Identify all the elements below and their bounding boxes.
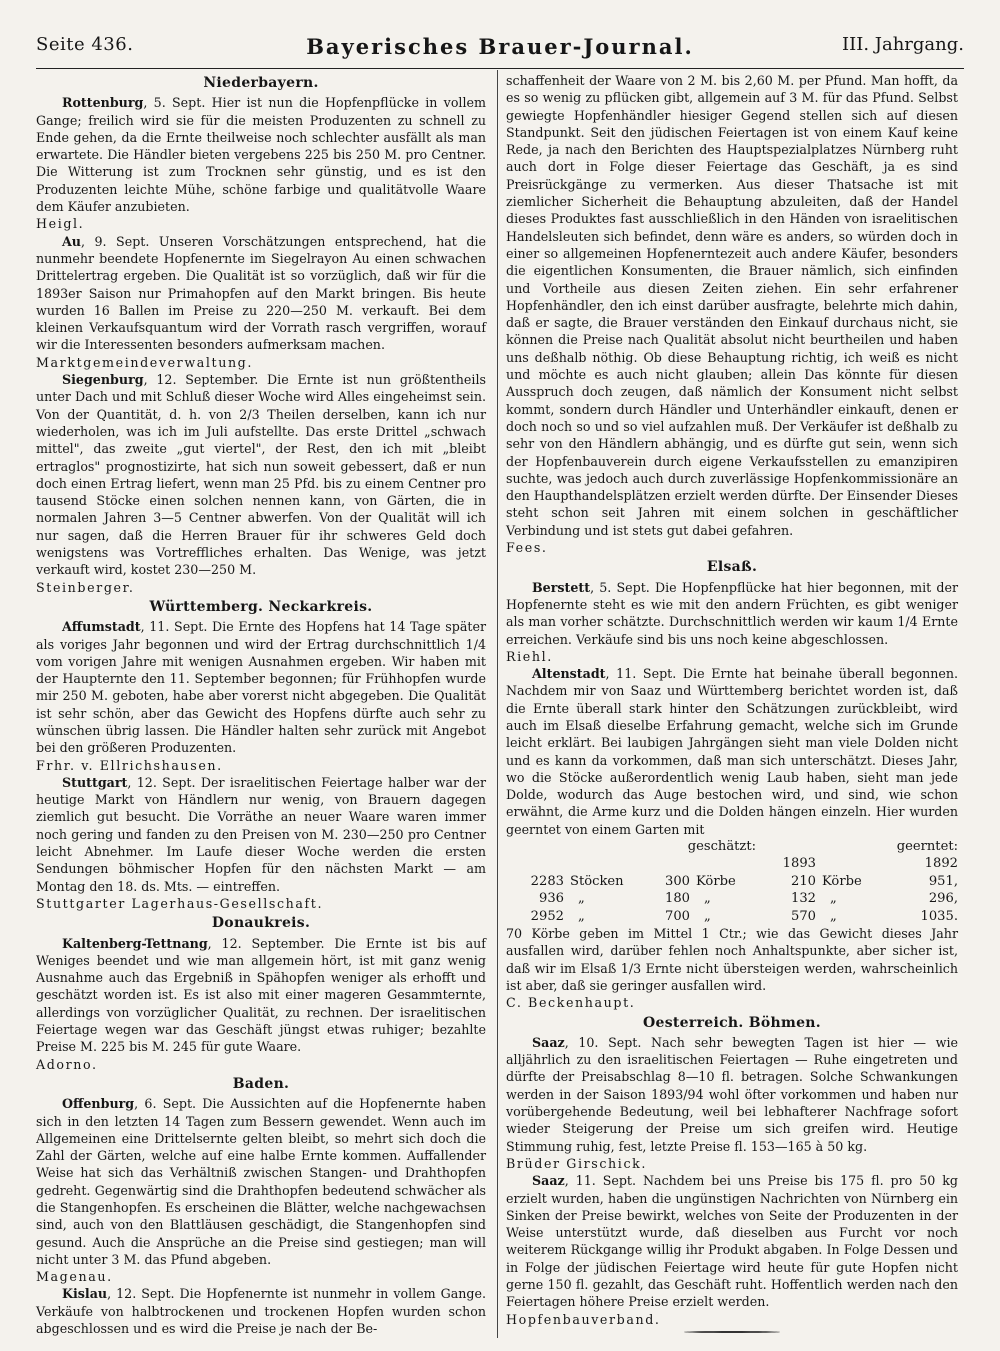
section-heading-wuerttemberg: Württemberg. Neckarkreis. xyxy=(149,598,373,615)
signature: Stuttgarter Lagerhaus-Gesellschaft. xyxy=(36,895,324,911)
report-place: Altenstadt xyxy=(532,666,606,682)
table-cell: 1035. xyxy=(920,908,958,924)
report-place: Berstett xyxy=(532,579,591,595)
table-header-estimated: geschätzt: xyxy=(687,839,756,855)
table-row xyxy=(506,908,958,925)
right-column xyxy=(506,72,958,1333)
section-heading-donaukreis: Donaukreis. xyxy=(211,915,311,932)
report-place: Siegenburg xyxy=(62,372,144,388)
report-text: , 5. Sept. Hier ist nun die Hopfenpflücke in vollem Gange; freilich wird sie für die meisten Produzenten zu schnell zu Ende gehen, da die Ernte theilweise noch schlechter ausfällt als man erwartete. Die Händler bieten vergebens 225 bis 250 M. pro Centner. Die Witterung ist zum Trocknen sehr günstig, und es ist den Produzenten leichte Mühe, schöne farbige und qualitätvolle Waare dem Käufer anzubieten. xyxy=(36,95,486,215)
report-text: , 12. Sept. Die Hopfenernte ist nunmehr in vollem Gange. Verkäufe von halbtrockenen und trockenen Hopfen wurden schon abgeschlossen und es wird die Preise je nach der Be- xyxy=(36,1286,486,1337)
table-cell: 570 xyxy=(791,908,816,924)
report-kislau-continued: schaffenheit der Waare von 2 M. bis 2,60 M. per Pfund. Man hofft, da es so wenig zu pflücken gibt, allgemein auf 3 M. für das Pfund. Selbst gewiegte Hopfenhändler hiesiger Gegend stellen sich auf diesen Standpunkt. Seit den jüdischen Feiertagen ist von einem Kauf keine Rede, ja nach den Berichten des Hauptspezialplatzes Nürnberg ruht auch dort in Folge dieser Feiertage das Geschäft, ja es sind Preisrückgänge zu vermerken. Aus dieser Thatsache ist mit ziemlicher Sicherheit die Behauptung abzuleiten, daß der Handel dieses Produktes fast ausschließlich in den Händen von israelitischen Handelsleuten sich befindet, denn wäre es anders, so würden doch in einer so allgemeinen Hopfenerntezeit auch andere Käufer, besonders die eigentlichen Konsumenten, die Brauer nämlich, sich einfinden und Vortheile aus diesen Zeiten ziehen. Ein sehr erfahrener Hopfenhändler, den ich einst darüber ausfragte, belehrte mich dahin, daß er sagte, die Brauer verständen den Einkauf durchaus nicht, sie können die Preise nach Qualität absolut nicht beurtheilen und haben uns deßhalb nöthig. Ob diese Behauptung richtig, ich weiß es nicht und möchte es auch nicht glauben; allein Das könnte für diesen Ausspruch doch zeugen, daß nämlich der Konsument nicht selbst kommt, sondern durch Händler und Unterhändler einkauft, denen er doch noch so und so viel aufzahlen muß. Der Verkäufer ist deßhalb zu sehr von den Händlern abhängig, und es dürfte gut sein, wenn sich der Hopfenbauverein durch eigene Verkaufsstellen zu emanzipiren suchte, was jedoch auch durch zuverlässige Hopfenkommissionäre an den Haupthandelsplätzen erzielt werden dürfte. Der Einsender Dieses steht schon seit Jahren mit einem solchen in geschäftlicher Verbindung und ist stets gut dabei gefahren. xyxy=(506,73,958,538)
report-place: Rottenburg xyxy=(62,95,144,111)
table-cell: „ xyxy=(704,908,711,924)
end-flourish xyxy=(684,1331,780,1333)
report-au xyxy=(36,233,486,354)
table-cell: Stöcken xyxy=(570,873,624,889)
table-cell: „ xyxy=(830,908,837,924)
header-rule xyxy=(36,68,964,69)
report-saaz-2 xyxy=(506,1172,958,1310)
table-row xyxy=(506,890,958,907)
table-row xyxy=(506,873,958,890)
column-divider xyxy=(497,70,498,1338)
section-heading-baden: Baden. xyxy=(232,1075,290,1092)
table-cell: 300 xyxy=(665,873,690,889)
table-cell: Körbe xyxy=(822,873,862,889)
table-cell: Körbe xyxy=(696,873,736,889)
signature: C. Beckenhaupt. xyxy=(506,995,636,1011)
table-cell: 936 xyxy=(539,891,564,907)
volume-year: III. Jahrgang. xyxy=(841,34,964,55)
report-place: Offenburg xyxy=(62,1096,135,1112)
table-cell: 296, xyxy=(928,891,958,907)
signature: Fees. xyxy=(506,540,548,556)
table-cell: 2283 xyxy=(530,873,564,889)
table-year: 1893 xyxy=(782,856,816,872)
section-heading-oesterreich: Oesterreich. Böhmen. xyxy=(643,1014,821,1031)
table-cell: „ xyxy=(578,891,585,907)
report-berstett xyxy=(506,579,958,648)
table-cell: 951, xyxy=(928,873,958,889)
report-altenstadt xyxy=(506,665,958,838)
signature: Adorno. xyxy=(36,1056,98,1072)
report-place: Affumstadt xyxy=(62,619,141,635)
report-text: , 11. Sept. Nachdem bei uns Preise bis 175 fl. pro 50 kg erzielt wurden, haben die ungünstigen Nachrichten von Nürnberg ein Sinken der Preise bewirkt, welches von Seite der Produzenten in der Weise unterstützt wurde, daß dieselben aus Furcht vor noch weiterem Rückgange willig ihr Produkt abgaben. In Folge Dessen und in Folge der jüdischen Feiertage wird heute für gute Hopfen nicht gerne 150 fl. gezahlt, das Geschäft ruht. Hoffentlich werden nach den Feiertagen höhere Preise erzielt werden. xyxy=(506,1173,958,1310)
report-text: , 5. Sept. Die Hopfenpflücke hat hier begonnen, mit der Hopfenernte steht es wie mit den andern Früchten, es gibt weniger als man vorher schätzte. Durchschnittlich werden wir kaum 1/4 Ernte erreichen. Verkäufe sind bis uns noch keine abgeschlossen. xyxy=(506,579,958,647)
report-stuttgart xyxy=(36,774,486,895)
table-cell: 2952 xyxy=(530,908,564,924)
journal-title: Bayerisches Brauer-Journal. xyxy=(306,34,694,59)
report-place: Kaltenberg-Tettnang xyxy=(62,935,208,951)
table-cell: 132 xyxy=(791,891,816,907)
signature: Steinberger. xyxy=(36,579,135,595)
report-text: , 10. Sept. Nach sehr bewegten Tagen ist hier — wie alljährlich zu den israelitischen Feiertagen — Ruhe eingetreten und dürfte der Preisabschlag 8—10 fl. betragen. Solche Schwankungen werden in der Saison 1893/94 wohl öfter vorkommen und haben nur vorübergehende Bedeutung, weil bei lebhafterer Nachfrage sofort wieder Steigerung der Preise um sich greifen wird. Heutige Stimmung ruhig, fest, letzte Preise fl. 153—165 à 50 kg. xyxy=(506,1034,958,1154)
signature: Heigl. xyxy=(36,216,85,232)
report-text: , 12. September. Die Ernte ist nun größtentheils unter Dach und mit Schluß dieser Woche wird Alles eingeheimst sein. Von der Quantität, d. h. von 2/3 Theilen derselben, kann ich nur wiederholen, was ich im Juli aufstellte. Das erste Drittel „schwach mittel", das zweite „gut viertel", der Rest, den ich mit „bleibt ertraglos" prognostizirte, hat sich nun soweit gebessert, daß er nun doch einen Ertrag liefert, wenn man 25 Pfd. bis zu einem Centner pro tausend Stöcke einen solchen nennen kann, von Gärten, die in normalen Jahren 3—5 Centner abwerfen. Von der Qualität will ich nur sagen, daß die Herren Brauer für ihr schweres Geld doch wenigstens was Vortreffliches erhalten. Das Wenige, was jetzt verkauft wird, kostet 230—250 M. xyxy=(36,372,486,578)
table-cell: 700 xyxy=(665,908,690,924)
signature: Riehl. xyxy=(506,648,553,664)
report-kislau xyxy=(36,1285,486,1337)
report-saaz-1 xyxy=(506,1034,958,1155)
table-cell: 210 xyxy=(791,873,816,889)
report-affumstadt xyxy=(36,618,486,756)
table-year-row xyxy=(506,855,958,872)
report-text: , 11. Sept. Die Ernte des Hopfens hat 14 Tage später als voriges Jahr begonnen und wird der Ertrag durchschnittlich 1/4 vom vorigen Jahre mit wenigen Ausnahmen ergeben. Wir haben mit der Haupternte den 11. September begonnen; für Frühhopfen wurde mir 250 M. geboten, habe aber vorerst nicht abgegeben. Die Qualität ist sehr schön, aber das Gewicht des Hopfens dürfte auch sehr zu wünschen übrig lassen. Die Händler halten sehr zurück mit Angebot bei den größeren Produzenten. xyxy=(36,619,486,756)
signature: Hopfenbauverband. xyxy=(506,1311,661,1327)
harvest-table xyxy=(506,838,958,925)
report-kaltenberg-tettnang xyxy=(36,935,486,1056)
table-cell: 180 xyxy=(665,891,690,907)
table-header-harvested: geerntet: xyxy=(896,839,958,855)
report-siegenburg xyxy=(36,371,486,579)
report-offenburg xyxy=(36,1095,486,1268)
signature: Magenau. xyxy=(36,1269,113,1285)
report-place: Kislau xyxy=(62,1286,108,1302)
report-text: , 11. Sept. Die Ernte hat beinahe überall begonnen. Nachdem mir von Saaz und Württemberg berichtet worden ist, daß die Ernte überall stark hinter den Schätzungen zurückbleibt, wird auch im Elsaß dieselbe Erfahrung gemacht, welche sich im Grunde leicht erklärt. Bei laubigen Jahrgängen sieht man viele Dolden nicht und es kann da vorkommen, daß man sich unterschätzt. Dieses Jahr, wo die Stöcke außerordentlich wenig Laub haben, sieht man jede Dolde, wodurch das Auge bestochen wird, und sind, wie schon erwähnt, die Arme kurz und die Dolden hängen einzeln. Hier wurden geerntet von einem Garten mit xyxy=(506,666,958,837)
table-year: 1892 xyxy=(924,856,958,872)
section-heading-niederbayern: Niederbayern. xyxy=(203,75,319,91)
report-text: , 12. Sept. Der israelitischen Feiertage halber war der heutige Markt von Händlern nur wenig, von Brauern dagegen ziemlich gut besucht. Die Vorräthe an neuer Waare waren immer noch gering und fanden zu den Preisen von M. 230—250 pro Centner leicht Abnehmer. Im Laufe dieser Woche werden die ersten Sendungen böhmischer Hopfen für den nächsten Markt — am Montag den 18. ds. Mts. — eintreffen. xyxy=(36,774,486,894)
section-heading-elsass: Elsaß. xyxy=(706,559,758,576)
report-place: Saaz xyxy=(532,1173,565,1189)
signature: Brüder Girschick. xyxy=(506,1155,647,1171)
report-place: Au xyxy=(62,233,81,249)
report-place: Saaz xyxy=(532,1034,565,1050)
report-place: Stuttgart xyxy=(62,774,128,790)
table-cell: „ xyxy=(830,891,837,907)
signature: Frhr. v. Ellrichshausen. xyxy=(36,757,223,773)
report-text: , 6. Sept. Die Aussichten auf die Hopfenernte haben sich in den letzten 14 Tagen zum Bessern gewendet. Wenn auch im Allgemeinen eine Drittelsernte gelten bleibt, so mehrt sich doch die Zahl der Gärten, welche auf eine halbe Ernte kommen. Auffallender Weise hat sich das Verhältniß zwischen Stangen- und Drahthopfen gedreht. Gegenwärtig sind die Drahthopfen bedeutend schwächer als die Stangenhopfen. Es erscheinen die Blätter, welche nachgewachsen sind, auch von den Blattläusen geschädigt, die Stangenhopfen sind gesund. Auch die Ansprüche an die Preise sind gestiegen; man will nicht unter 3 M. das Pfund abgeben. xyxy=(36,1096,486,1267)
page-number: Seite 436. xyxy=(36,34,134,55)
page-header xyxy=(36,34,964,70)
report-altenstadt-continued: 70 Körbe geben im Mittel 1 Ctr.; wie das Gewicht dieses Jahr ausfallen wird, darüber fehlen noch Anhaltspunkte, aber sicher ist, daß wir im Elsaß 1/3 Ernte nicht übersteigen werden, wahrscheinlich ist aber, daß sie geringer ausfallen wird. xyxy=(506,926,958,993)
report-rottenburg xyxy=(36,94,486,215)
report-text: , 12. September. Die Ernte ist bis auf Weniges beendet und wie man allgemein hört, ist mit ganz wenig Ausnahme auch das Ergebniß in Spähopfen weniger als erhofft und geschätzt worden ist. Es ist also mit einer mageren Gesammternte, allerdings von vorzüglicher Qualität, zu rechnen. Der israelitischen Feiertage wegen war das Geschäft jüngst etwas ruhiger; bezahlte Preise M. 225 bis M. 245 für gute Waare. xyxy=(36,935,486,1055)
left-column xyxy=(36,72,486,1337)
table-header-row xyxy=(506,838,958,855)
table-cell: „ xyxy=(704,891,711,907)
table-cell: „ xyxy=(578,908,585,924)
report-text: , 9. Sept. Unseren Vorschätzungen entsprechend, hat die nunmehr beendete Hopfenernte im Siegelrayon Au einen schwachen Drittelertrag ergeben. Die Qualität ist so vorzüglich, daß wir für die 1893er Saison nur Primahopfen auf den Markt bringen. Bis heute wurden 16 Ballen im Preise zu 220—250 M. verkauft. Bei dem kleinen Verkaufsquantum wird der Vorrath rasch vergriffen, worauf wir die Interessenten besonders aufmerksam machen. xyxy=(36,233,486,353)
signature: Marktgemeindeverwaltung. xyxy=(36,354,253,370)
